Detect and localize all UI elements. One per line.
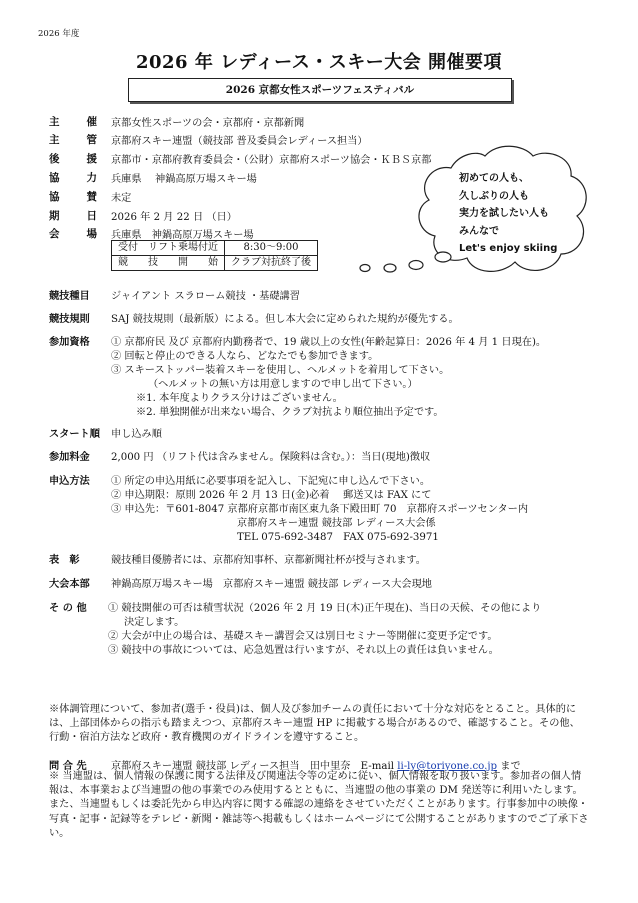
eligibility-line: ③ スキーストッパー装着スキーを使用し、ヘルメットを着用して下さい。 — [111, 365, 450, 376]
other-label: そ の 他 — [49, 603, 87, 614]
eligibility-label: 参加資格 — [49, 337, 90, 348]
application-line: ③ 申込先：〒601-8047 京都府京都市南区東九条下殿田町 70 京都府スポーツセンター内 — [111, 504, 529, 515]
info-value-sponsor: 未定 — [111, 193, 132, 204]
info-label-organizer: 主 催 — [49, 116, 97, 128]
award-text: 競技種目優勝者には、京都府知事杯、京都新聞社杯が授与されます。 — [111, 555, 426, 566]
bubble-line: Let's enjoy skiing — [459, 243, 558, 254]
schedule-item: 受付 リフト乗場付近 — [112, 241, 225, 256]
application-line: ① 所定の申込用紙に必要事項を記入し、下記宛に申し込んで下さい。 — [111, 476, 431, 487]
info-value-support: 京都市・京都府教育委員会・（公財）京都府スポーツ協会・ＫＢＳ京都 — [111, 155, 432, 166]
other-line: ① 競技開催の可否は積雪状況（2026 年 2 月 19 日(木)正午現在)、当日の天候、その他により — [108, 603, 542, 614]
start-order-text: 申し込み順 — [111, 429, 162, 440]
eligibility-note: ※1. 本年度よりクラス分けはございません。 — [136, 393, 343, 404]
info-label-venue: 会 場 — [49, 228, 97, 240]
fee-label: 参加料金 — [49, 452, 90, 463]
eligibility-line: ① 京都府民 及び 京都府内勤務者で、19 歳以上の女性(年齢起算日：2026 年 4 月 1 日現在)。 — [111, 337, 547, 348]
other-line: ③ 競技中の事故については、応急処置は行いますが、それ以上の責任は負いません。 — [108, 645, 499, 656]
contact-suffix: まで — [500, 761, 521, 772]
page-title: 2026 年 レディース・スキー大会 開催要項 — [135, 52, 503, 73]
schedule-time: クラブ対抗終了後 — [225, 256, 318, 271]
start-order-label: スタート順 — [49, 429, 100, 440]
event-label: 競技種目 — [49, 291, 90, 302]
subtitle-box: 2026 京都女性スポーツフェスティバル — [128, 78, 512, 102]
eligibility-line: ② 回転と停止のできる人なら、どなたでも参加できます。 — [111, 351, 379, 362]
other-line: 決定します。 — [124, 617, 185, 628]
bubble-line: 実力を試したい人も — [459, 208, 549, 219]
event-text: ジャイアント スラローム競技 ・基礎講習 — [111, 291, 300, 302]
info-label-management: 主 管 — [49, 134, 97, 146]
application-line: ② 申込期限：原則 2026 年 2 月 13 日(金)必着 郵送又は FAX にて — [111, 490, 432, 501]
info-value-venue: 兵庫県 神鍋高原万場スキー場 — [111, 230, 254, 241]
rules-label: 競技規則 — [49, 314, 90, 325]
contact-email-link[interactable]: li-ly@toriyone.co.jp — [397, 761, 498, 772]
schedule-time: 8:30～9:00 — [225, 241, 318, 256]
contact-label: 問 合 先 — [49, 761, 87, 772]
fee-text: 2,000 円 （リフト代は含みません。保険料は含む。）：当日(現地)徴収 — [111, 452, 431, 463]
info-value-date: 2026 年 2 月 22 日 （日） — [111, 212, 237, 223]
bubble-line: 久しぶりの人も — [459, 190, 529, 202]
health-notice: ※体調管理について、参加者(選手・役員)は、個人及び参加チームの責任において十分な対応をとること。具体的には、上部団体からの指示も踏まえつつ、京都府スキー連盟 HP に掲載する場合があるので、確認すること。その他、行動・宿泊方法など政府・教育機関のガイドラインを遵守すること。 — [49, 704, 580, 744]
eligibility-line: （ヘルメットの無い方は用意しますので申し出て下さい。） — [148, 379, 418, 390]
schedule-row — [112, 241, 318, 256]
info-label-cooperation: 協 力 — [49, 172, 97, 184]
info-value-cooperation: 兵庫県 神鍋高原万場スキー場 — [111, 174, 257, 185]
info-label-support: 後 援 — [49, 153, 97, 165]
contact-text: 京都府スキー連盟 競技部 レディース担当 田中里奈 E-mail — [111, 761, 394, 772]
schedule-row — [112, 256, 318, 271]
bubble-message — [459, 170, 557, 258]
info-label-date: 期 日 — [49, 210, 97, 222]
rules-text: SAJ 競技規則（最新版）による。但し本大会に定められた規約が優先する。 — [111, 314, 459, 325]
bubble-line: 初めての人も、 — [459, 173, 529, 184]
info-value-organizer: 京都女性スポーツの会・京都府・京都新聞 — [111, 118, 305, 129]
award-label: 表 彰 — [49, 555, 80, 566]
hq-label: 大会本部 — [49, 579, 90, 590]
other-line: ② 大会が中止の場合は、基礎スキー講習会又は別日セミナー等開催に変更予定です。 — [108, 631, 498, 642]
info-label-sponsor: 協 賛 — [49, 191, 97, 203]
hq-text: 神鍋高原万場スキー場 京都府スキー連盟 競技部 レディース大会現地 — [111, 579, 432, 590]
bubble-line: みんなで — [459, 225, 499, 237]
privacy-notice: ※ 当連盟は、個人情報の保護に関する法律及び関連法令等の定めに従い、個人情報を取り扱います。参加者の個人情報は、本事業および当連盟の他の事業でのみ使用するとともに、当連盟の他の事業の DM 発送等に利用いたします。また、当連盟もしくは委託先から申込内容に関する確認の連絡をさせていただくことがあります。行事参加中の映像・写真・記事・記録等をテレビ・新聞・雑誌等へ掲載もしくはホームページにて公開することがありますのでご了承下さい。 — [49, 771, 589, 839]
document-year: 2026 年度 — [38, 29, 80, 39]
schedule-table — [111, 240, 318, 271]
info-value-management: 京都府スキー連盟（競技部 普及委員会レディース担当） — [111, 136, 368, 147]
application-label: 申込方法 — [49, 476, 90, 487]
schedule-item: 競 技 開 始 — [112, 256, 225, 271]
application-line: 京都府スキー連盟 競技部 レディース大会係 — [237, 518, 436, 529]
eligibility-note: ※2. 単独開催が出来ない場合、クラブ対抗より順位抽出予定です。 — [136, 407, 444, 418]
application-line: TEL 075-692-3487 FAX 075-692-3971 — [237, 532, 439, 543]
